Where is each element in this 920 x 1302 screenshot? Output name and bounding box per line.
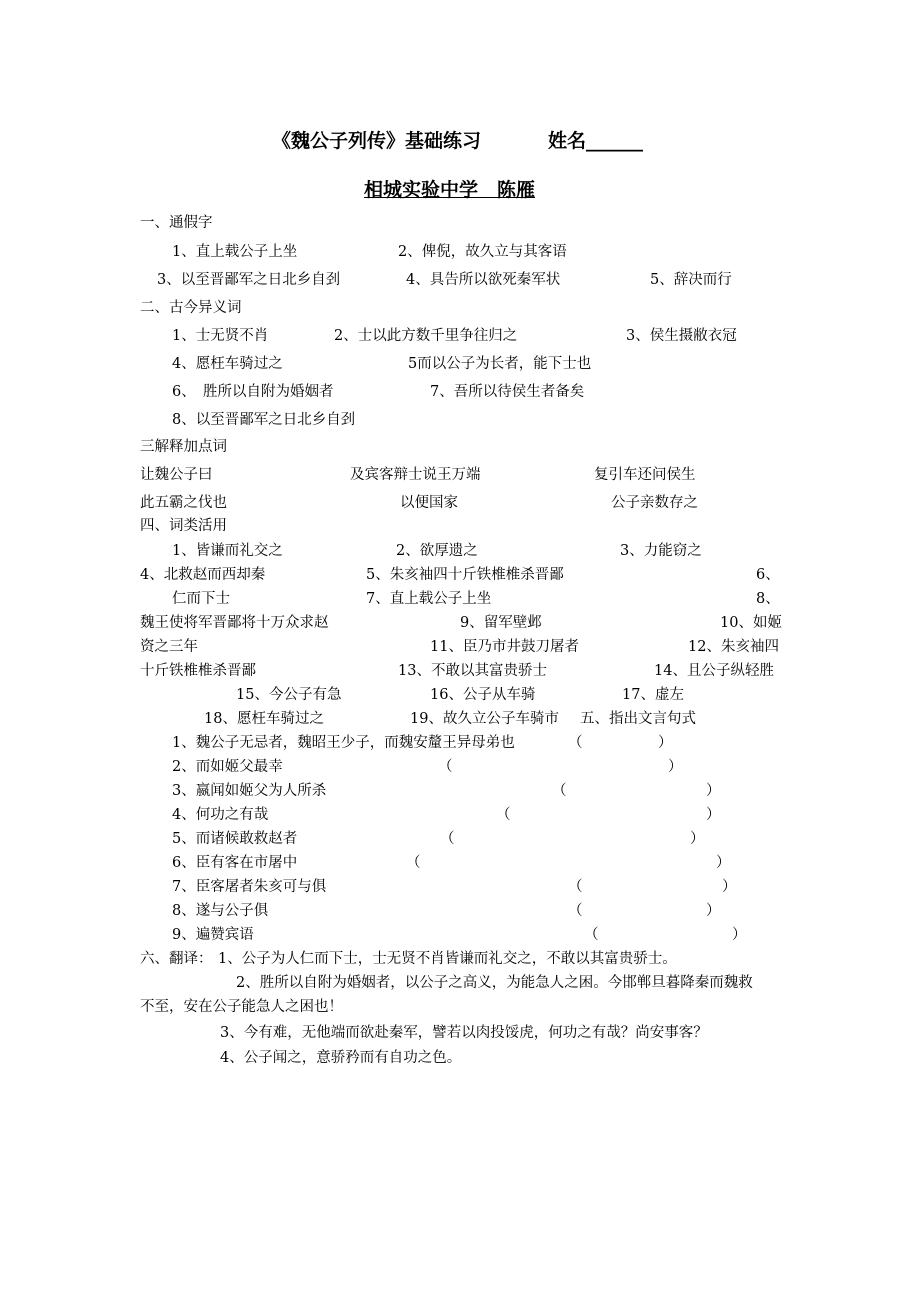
section-heading: 一、通假字 <box>140 215 213 231</box>
list-item: 7、直上载公子上坐 <box>366 591 492 607</box>
list-item: 19、故久立公子车骑市 <box>410 711 559 727</box>
list-item: 2、欲厚遗之 <box>396 543 478 559</box>
list-item: 魏王使将军晋鄙将十万众求赵 <box>140 615 329 631</box>
list-item: 5、辞决而行 <box>650 272 732 288</box>
list-item: 7、吾所以待侯生者备矣 <box>430 384 585 400</box>
author-line: 相城实验中学 陈雁 <box>364 179 536 201</box>
list-item: 8、 <box>756 591 780 607</box>
list-item: 5而以公子为长者，能下士也 <box>408 356 592 372</box>
list-item: 8、遂与公子俱 <box>172 903 269 919</box>
answer-close-paren: ） <box>706 903 721 919</box>
answer-open-paren: （ <box>568 903 583 919</box>
answer-open-paren: （ <box>568 879 583 895</box>
list-item: 3、以至晋鄙军之日北乡自刭 <box>157 272 341 288</box>
list-item: 4、具告所以欲死秦军状 <box>406 272 561 288</box>
answer-open-paren: （ <box>552 783 567 799</box>
list-item: 及宾客辩士说王万端 <box>350 467 481 483</box>
list-item: 14、且公子纵轻胜 <box>654 663 774 679</box>
answer-close-paren: ） <box>668 759 683 775</box>
list-item: 2、而如姬父最幸 <box>172 759 283 775</box>
section-heading: 六、翻译： <box>140 951 213 967</box>
translation-item: 4、公子闻之，意骄矜而有自功之色。 <box>220 1050 462 1066</box>
answer-open-paren: （ <box>406 855 421 871</box>
list-item: 4、愿枉车骑过之 <box>172 356 283 372</box>
name-field-label: 姓名______ <box>548 130 644 152</box>
list-item: 9、遍赞宾语 <box>172 927 254 943</box>
translation-item: 2、胜所以自附为婚姻者，以公子之高义，为能急人之困。今邯郸旦暮降秦而魏救 <box>236 975 753 991</box>
list-item: 6、 胜所以自附为婚姻者 <box>172 384 334 400</box>
list-item: 12、朱亥袖四 <box>688 639 779 655</box>
list-item: 1、直上载公子上坐 <box>172 244 298 260</box>
list-item: 6、 <box>756 567 780 583</box>
answer-open-paren: （ <box>568 735 583 751</box>
doc-title: 《魏公子列传》基础练习 <box>272 130 482 152</box>
list-item: 此五霸之伐也 <box>140 495 227 511</box>
answer-close-paren: ） <box>722 879 737 895</box>
list-item: 复引车还问侯生 <box>594 467 696 483</box>
list-item: 11、臣乃市井鼓刀屠者 <box>430 639 579 655</box>
list-item: 6、臣有客在市屠中 <box>172 855 298 871</box>
section-heading: 四、词类活用 <box>140 518 227 534</box>
answer-close-paren: ） <box>706 807 721 823</box>
answer-open-paren: （ <box>496 807 511 823</box>
translation-item: 不至，安在公子能急人之困也！ <box>140 999 343 1015</box>
list-item: 2、士以此方数千里争往归之 <box>334 328 518 344</box>
list-item: 10、如姬 <box>720 615 782 631</box>
list-item: 17、虚左 <box>622 687 684 703</box>
answer-close-paren: ） <box>706 783 721 799</box>
list-item: 15、今公子有急 <box>236 687 342 703</box>
translation-item: 1、公子为人仁而下士，士无贤不肖皆谦而礼交之，不敢以其富贵骄士。 <box>218 951 677 967</box>
list-item: 让魏公子曰 <box>140 467 213 483</box>
answer-open-paren: （ <box>584 927 599 943</box>
list-item: 十斤铁椎椎杀晋鄙 <box>140 663 256 679</box>
list-item: 资之三年 <box>140 639 198 655</box>
list-item: 3、嬴闻如姬父为人所杀 <box>172 783 327 799</box>
section-heading: 二、古今异义词 <box>140 300 242 316</box>
answer-open-paren: （ <box>438 759 453 775</box>
section-heading: 五、指出文言句式 <box>580 711 696 727</box>
list-item: 公子亲数存之 <box>611 495 698 511</box>
list-item: 1、皆谦而礼交之 <box>172 543 283 559</box>
list-item: 4、北救赵而西却秦 <box>140 567 266 583</box>
list-item: 13、不敢以其富贵骄士 <box>398 663 547 679</box>
section-heading: 三解释加点词 <box>140 439 227 455</box>
answer-open-paren: （ <box>440 831 455 847</box>
list-item: 9、留军壁邺 <box>460 615 542 631</box>
list-item: 5、朱亥袖四十斤铁椎椎杀晋鄙 <box>366 567 564 583</box>
list-item: 2、俾倪，故久立与其客语 <box>398 244 567 260</box>
list-item: 5、而诸候敢救赵者 <box>172 831 298 847</box>
list-item: 1、魏公子无忌者，魏昭王少子，而魏安釐王异母弟也 <box>172 735 515 751</box>
list-item: 8、以至晋鄙军之日北乡自刭 <box>172 412 356 428</box>
answer-close-paren: ） <box>690 831 705 847</box>
translation-item: 3、今有难，无他端而欲赴秦军，譬若以肉投馁虎，何功之有哉？尚安事客？ <box>220 1025 708 1041</box>
answer-close-paren: ） <box>732 927 747 943</box>
list-item: 3、力能窃之 <box>620 543 702 559</box>
answer-close-paren: ） <box>658 735 673 751</box>
list-item: 3、侯生摄敝衣冠 <box>626 328 737 344</box>
list-item: 以便国家 <box>400 495 458 511</box>
list-item: 7、臣客屠者朱亥可与俱 <box>172 879 327 895</box>
list-item: 16、公子从车骑 <box>430 687 536 703</box>
list-item: 18、愿枉车骑过之 <box>204 711 324 727</box>
list-item: 1、士无贤不肖 <box>172 328 269 344</box>
list-item: 4、何功之有哉 <box>172 807 269 823</box>
list-item: 仁而下士 <box>172 591 230 607</box>
answer-close-paren: ） <box>716 855 731 871</box>
